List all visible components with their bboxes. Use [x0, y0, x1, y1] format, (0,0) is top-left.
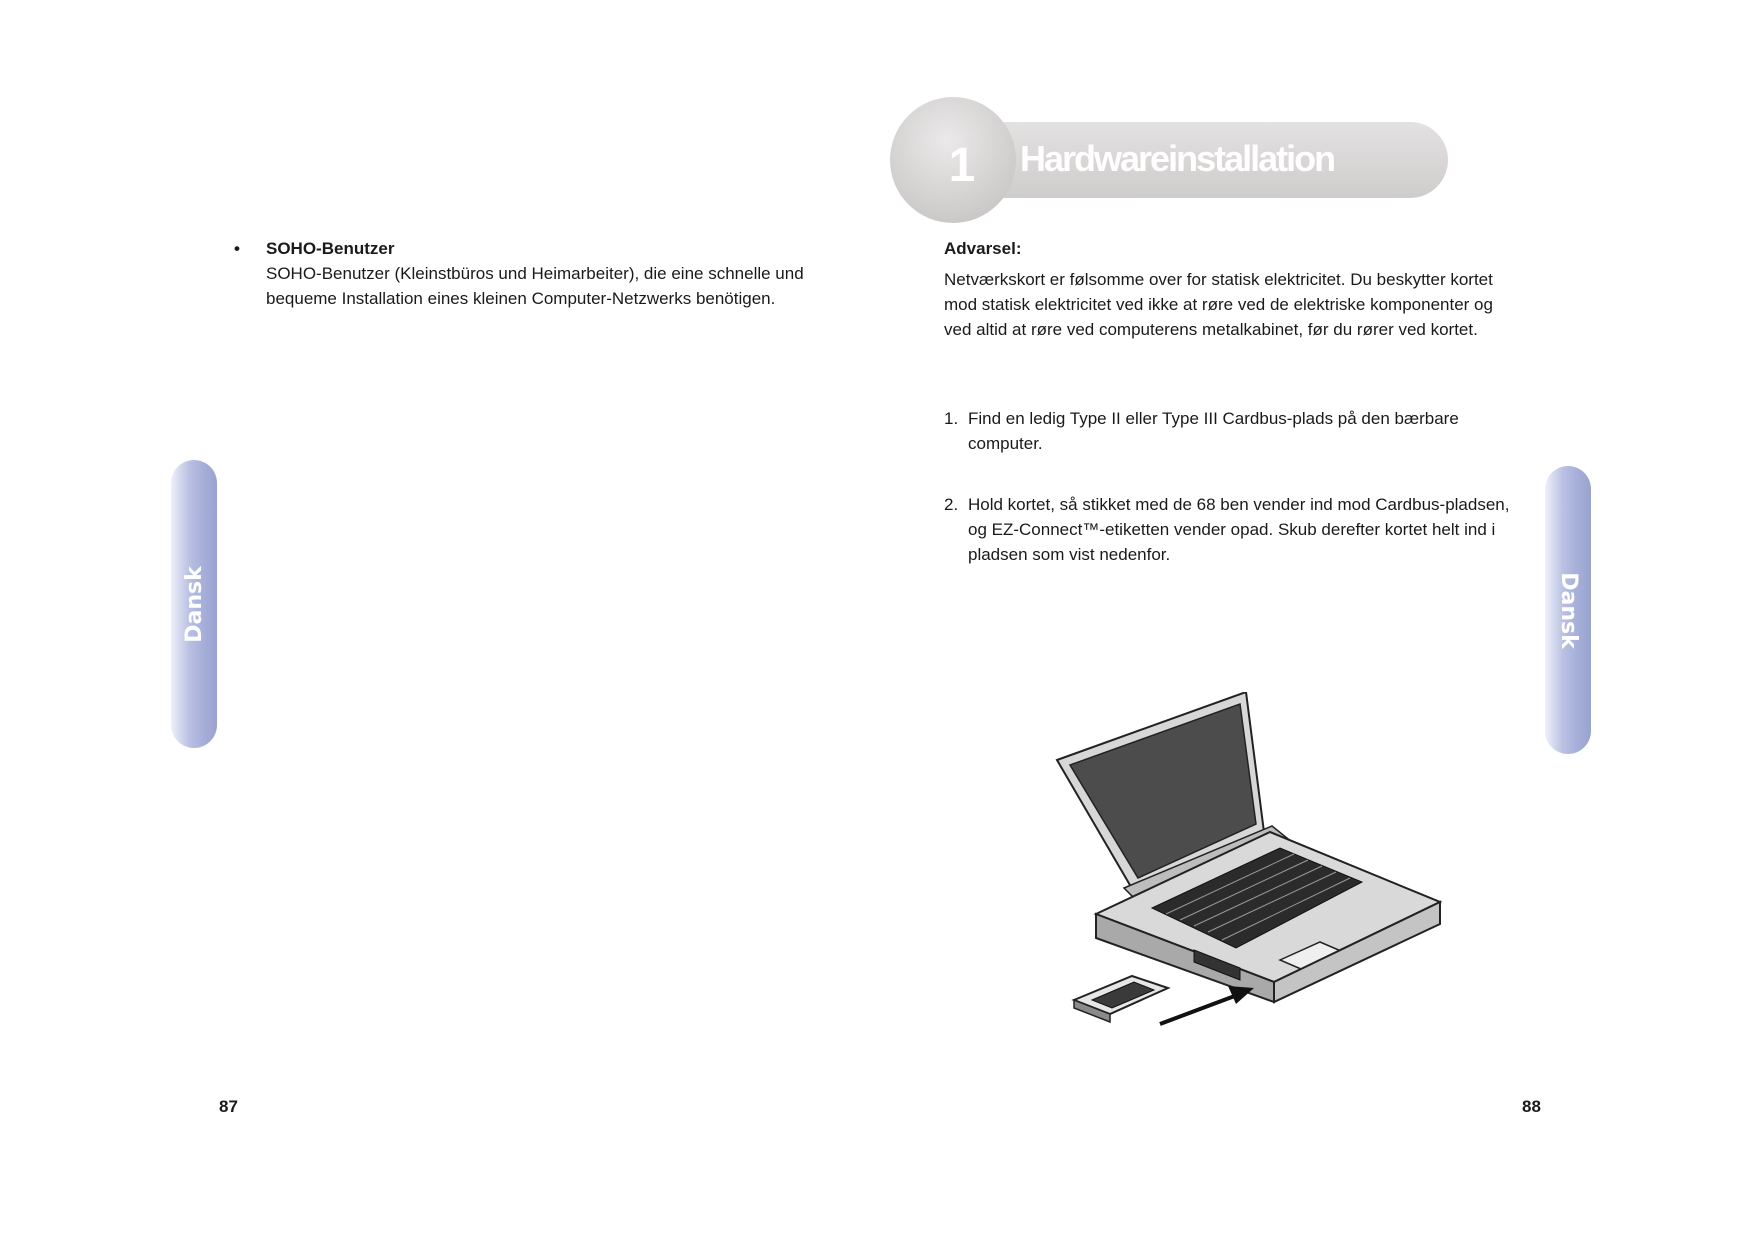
- step-text: Find en ledig Type II eller Type III Cardbus-plads på den bærbare computer.: [968, 409, 1459, 453]
- bullet-title: SOHO-Benutzer: [266, 239, 395, 258]
- warning-body: Netværkskort er følsomme over for statisk elektricitet. Du beskytter kortet mod statisk elektricitet ved ikke at røre ved de elektriske komponenter og ved altid at røre ved computerens metalkabinet, før du rører ved kortet.: [944, 270, 1493, 339]
- step-text: Hold kortet, så stikket med de 68 ben vender ind mod Cardbus-pladsen, og EZ-Connect™-etiketten vender opad. Skub derefter kortet helt ind i pladsen som vist nedenfor.: [968, 495, 1510, 564]
- warning-title: Advarsel:: [944, 239, 1022, 258]
- step-number: 2.: [944, 495, 959, 514]
- left-page: [0, 0, 877, 1240]
- step-number: 1.: [944, 409, 959, 428]
- laptop-card-insertion-illustration: [1044, 692, 1444, 1037]
- chapter-number: 1: [948, 138, 976, 192]
- language-tab-label: Dansk: [1555, 571, 1581, 649]
- bullet-marker: •: [234, 239, 240, 258]
- step-1: [944, 406, 1529, 456]
- chapter-title: Hardwareinstallation: [1020, 138, 1335, 179]
- bullet-soho: [234, 236, 810, 311]
- language-tab-left: [171, 460, 217, 748]
- language-tab-right: [1545, 466, 1591, 754]
- page-number-right: 88: [1522, 1097, 1541, 1116]
- bullet-body: SOHO-Benutzer (Kleinstbüros und Heimarbeiter), die eine schnelle und bequeme Installation eines kleinen Computer-Netzwerks benötigen.: [266, 264, 804, 308]
- step-2: [944, 492, 1529, 567]
- chapter-number-circle: [890, 97, 1016, 223]
- language-tab-label: Dansk: [181, 565, 207, 643]
- page-number-left: 87: [219, 1097, 238, 1116]
